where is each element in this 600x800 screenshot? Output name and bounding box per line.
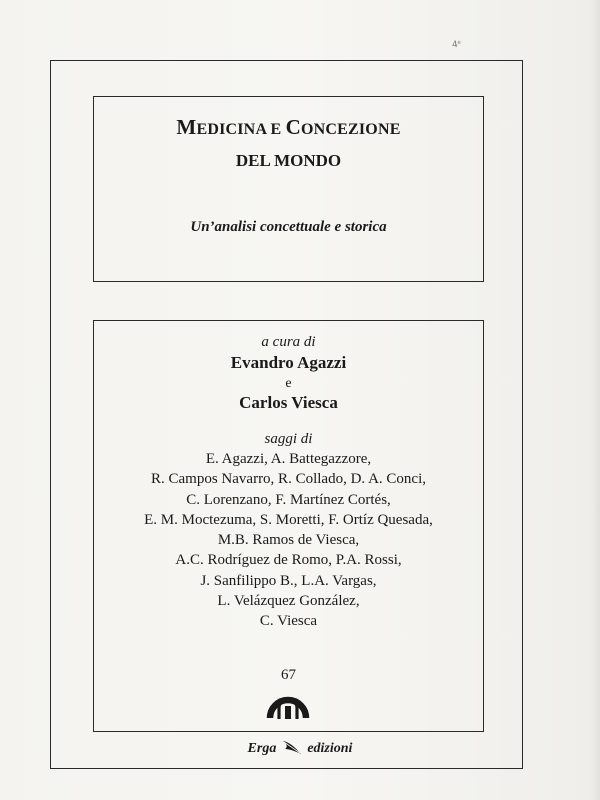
contributor-line: J. Sanfilippo B., L.A. Vargas, [200,572,377,589]
contributors-list [94,449,483,632]
title-line-2: DEL MONDO [235,151,342,170]
contributor-line: A.C. Rodríguez de Romo, P.A. Rossi, [175,552,402,569]
contributor-line: E. Agazzi, A. Battegazzore, [205,451,372,467]
publisher-logo-icon [265,689,311,723]
contributor-line: M.B. Ramos de Viesca, [217,532,360,549]
quill-icon [281,738,303,756]
contributor-line: L. Velázquez González, [217,593,360,610]
subtitle: Un’analisi concettuale e storica [190,219,387,235]
publisher-name-left: Erga [247,741,277,756]
editors-conjunction: e [285,376,292,391]
title-initial-1: M [176,115,197,139]
title-initial-2: C [285,115,301,139]
contributor-line: C. Viesca [259,613,318,630]
title-smallcaps-1: EDICINA E [196,121,286,138]
contributor-line: E. M. Moctezuma, S. Moretti, F. Ortíz Quesada, [144,511,433,528]
pencil-mark: 4ᵉ [451,39,463,51]
title-line-1 [94,115,483,140]
title-box [93,96,484,282]
series-number: 67 [281,667,296,683]
editor-name-2: Carlos Viesca [239,393,338,412]
publisher-name-right: edizioni [307,741,353,756]
contributor-line: C. Lorenzano, F. Martínez Cortés, [186,491,391,508]
cover-edge-shadow [590,0,600,800]
title-smallcaps-2: ONCEZIONE [300,121,401,138]
authors-box [93,320,484,732]
editor-name-1: Evandro Agazzi [230,353,347,372]
contributor-line: R. Campos Navarro, R. Collado, D. A. Conci, [151,471,426,488]
editors-intro: a cura di [261,334,316,350]
publisher-imprint [0,738,600,757]
essays-intro: saggi di [264,431,313,447]
